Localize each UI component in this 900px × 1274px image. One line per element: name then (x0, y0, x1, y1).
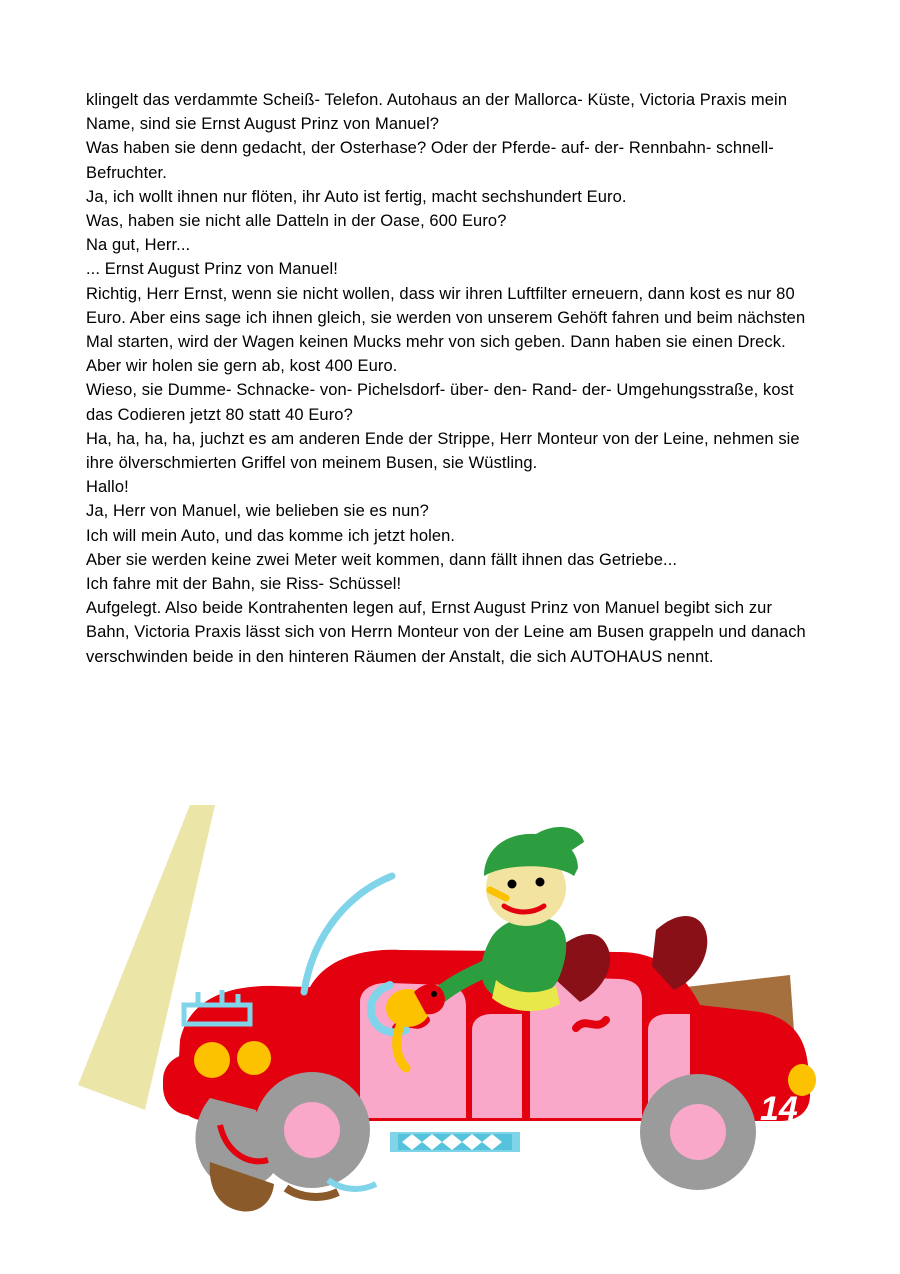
car-illustration (60, 780, 860, 1250)
paragraph: Ja, ich wollt ihnen nur flöten, ihr Auto ist fertig, macht sechshundert Euro. (86, 187, 627, 206)
paragraph: Hallo! (86, 478, 129, 497)
paragraph: Aber sie werden keine zwei Meter weit kommen, dann fällt ihnen das Getriebe... (86, 550, 678, 569)
paragraph: Was haben sie denn gedacht, der Osterhase? Oder der Pferde- auf- der- Rennbahn- schnell- Befruchter. (86, 139, 774, 182)
story-text (86, 88, 816, 669)
rear-wheel (640, 1074, 756, 1190)
paragraph: Richtig, Herr Ernst, wenn sie nicht wollen, dass wir ihren Luftfilter erneuern, dann kost es nur 80 Euro. Aber eins sage ich ihnen gleich, sie werden von unserem Gehöft fahren und beim nächsten Mal starten, wird der Wagen keinen Mucks mehr von sich geben. Dann haben sie einen Dreck. Aber wir holen sie gern ab, kost 400 Euro. (86, 284, 806, 376)
paragraph: Ha, ha, ha, ha, juchzt es am anderen Ende der Strippe, Herr Monteur von der Leine, nehmen sie ihre ölverschmierten Griffel von meinem Busen, sie Wüstling. (86, 429, 800, 473)
paragraph: Na gut, Herr... (86, 236, 191, 255)
paragraph: Ich fahre mit der Bahn, sie Riss- Schüssel! (86, 575, 402, 594)
paragraph: klingelt das verdammte Scheiß- Telefon. Autohaus an der Mallorca- Küste, Victoria Praxis mein Name, sind sie Ernst August Prinz von Manuel? (86, 91, 788, 134)
running-board (390, 1132, 520, 1152)
paragraph: Ja, Herr von Manuel, wie belieben sie es nun? (86, 502, 429, 521)
paragraph: Aufgelegt. Also beide Kontrahenten legen auf, Ernst August Prinz von Manuel begibt sich zur Bahn, Victoria Praxis lässt sich von Herrn Monteur von der Leine am Busen grappeln und danach verschwinden beide in den hinteren Räumen der Anstalt, die sich AUTOHAUS nennt. (86, 599, 806, 666)
paragraph: Ich will mein Auto, und das komme ich jetzt holen. (86, 526, 456, 545)
car-number: 14 (760, 1090, 798, 1128)
paragraph: ... Ernst August Prinz von Manuel! (86, 260, 338, 279)
paragraph: Wieso, sie Dumme- Schnacke- von- Pichelsdorf- über- den- Rand- der- Umgehungsstraße, kost das Codieren jetzt 80 statt 40 Euro? (86, 381, 794, 424)
paragraph: Was, haben sie nicht alle Datteln in der Oase, 600 Euro? (86, 212, 507, 231)
